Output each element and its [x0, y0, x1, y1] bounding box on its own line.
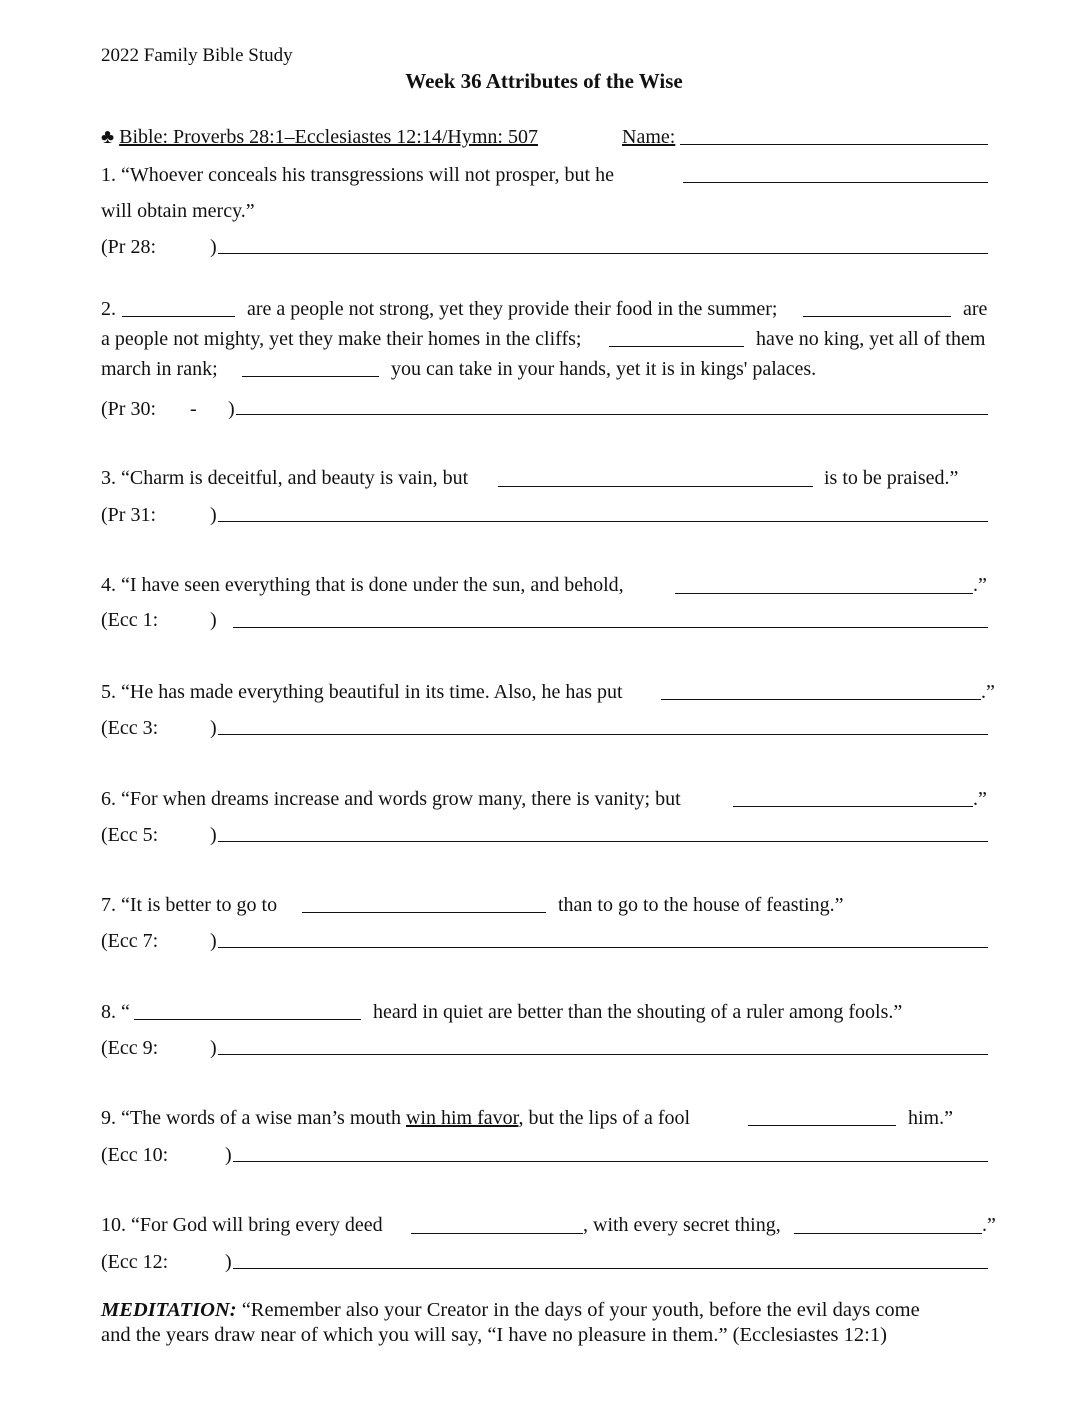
question-5-text-b: .”: [981, 681, 995, 703]
answer-blank-7[interactable]: [302, 912, 546, 913]
answer-blank-6[interactable]: [733, 806, 973, 807]
reference-close-3: ): [210, 504, 217, 526]
reference-blank-2[interactable]: [236, 414, 988, 415]
reference-label-9: (Ecc 10:: [101, 1144, 169, 1166]
reference-blank-1[interactable]: [218, 253, 988, 254]
question-2-number: 2.: [101, 298, 116, 320]
question-3-text-b: is to be praised.”: [824, 467, 959, 489]
question-6-text-b: .”: [973, 788, 987, 810]
question-2-text-e: march in rank;: [101, 358, 218, 380]
question-2-text-f: you can take in your hands, yet it is in kings' palaces.: [391, 358, 817, 380]
answer-blank-9[interactable]: [748, 1125, 896, 1126]
answer-blank-2c[interactable]: [609, 346, 744, 347]
question-6-text-a: 6. “For when dreams increase and words grow many, there is vanity; but: [101, 788, 681, 810]
reference-close-6: ): [210, 824, 217, 846]
club-icon: ♣: [101, 126, 115, 148]
page-title: Week 36 Attributes of the Wise: [405, 69, 683, 93]
reference-close-7: ): [210, 930, 217, 952]
question-2-text-c: a people not mighty, yet they make their homes in the cliffs;: [101, 328, 582, 350]
question-4-text-b: .”: [973, 574, 987, 596]
name-field[interactable]: [680, 144, 988, 145]
reference-blank-9[interactable]: [233, 1161, 988, 1162]
question-9-text: [101, 1106, 690, 1130]
question-9-underlined: win him favor: [405, 1107, 519, 1129]
question-9-text-a: 9. “The words of a wise man’s mouth: [101, 1107, 406, 1129]
reference-blank-4[interactable]: [233, 627, 988, 628]
question-3-text-a: 3. “Charm is deceitful, and beauty is vain, but: [101, 467, 469, 489]
answer-blank-1[interactable]: [683, 182, 988, 183]
reference-label-8: (Ecc 9:: [101, 1037, 159, 1059]
reference-label-3: (Pr 31:: [101, 504, 156, 526]
reference-label-7: (Ecc 7:: [101, 930, 159, 952]
reference-label-5: (Ecc 3:: [101, 717, 159, 739]
reference-close-8: ): [210, 1037, 217, 1059]
question-9-text-c: him.”: [908, 1107, 953, 1129]
question-7-text-a: 7. “It is better to go to: [101, 894, 278, 916]
answer-blank-3[interactable]: [498, 486, 813, 487]
answer-blank-8[interactable]: [134, 1019, 361, 1020]
reference-label-4: (Ecc 1:: [101, 609, 159, 631]
reference-label-2: (Pr 30:: [101, 398, 156, 420]
answer-blank-2d[interactable]: [242, 376, 379, 377]
reference-close-4: ): [210, 609, 217, 631]
question-2-text-b: are: [963, 298, 988, 320]
reference-close-2: ): [228, 398, 235, 420]
question-10-text-b: , with every secret thing,: [583, 1214, 781, 1236]
reference-blank-7[interactable]: [218, 947, 988, 948]
meditation-label: MEDITATION:: [101, 1299, 237, 1321]
question-2-text-d: have no king, yet all of them: [756, 328, 986, 350]
question-8-text-b: heard in quiet are better than the shouting of a ruler among fools.”: [373, 1001, 903, 1023]
reference-close-9: ): [225, 1144, 232, 1166]
question-10-text-c: .”: [982, 1214, 996, 1236]
reference-label-10: (Ecc 12:: [101, 1251, 169, 1273]
answer-blank-2b[interactable]: [803, 316, 951, 317]
reading-text: Bible: Proverbs 28:1–Ecclesiastes 12:14/Hymn: 507: [119, 126, 538, 148]
reference-close-5: ): [210, 717, 217, 739]
answer-blank-10b[interactable]: [794, 1233, 982, 1234]
meditation-line-2: and the years draw near of which you will say, “I have no pleasure in them.” (Ecclesiastes 12:1): [101, 1324, 887, 1346]
meditation-text-1: “Remember also your Creator in the days of your youth, before the evil days come: [236, 1299, 920, 1321]
question-8-text-a: 8. “: [101, 1001, 130, 1023]
reference-blank-10[interactable]: [233, 1268, 988, 1269]
reference-blank-8[interactable]: [218, 1054, 988, 1055]
name-label: Name:: [622, 126, 676, 148]
question-5-text-a: 5. “He has made everything beautiful in its time. Also, he has put: [101, 681, 623, 703]
reading-info: [101, 125, 538, 149]
question-9-text-b: , but the lips of a fool: [518, 1107, 691, 1129]
question-10-text-a: 10. “For God will bring every deed: [101, 1214, 383, 1236]
reference-dash-2: -: [190, 398, 197, 420]
reference-blank-6[interactable]: [218, 841, 988, 842]
answer-blank-5[interactable]: [661, 699, 981, 700]
answer-blank-10a[interactable]: [411, 1233, 583, 1234]
reference-close-10: ): [225, 1251, 232, 1273]
reference-close-1: ): [210, 236, 217, 258]
answer-blank-4[interactable]: [675, 593, 973, 594]
reference-blank-5[interactable]: [218, 734, 988, 735]
reference-label-1: (Pr 28:: [101, 236, 156, 258]
reference-label-6: (Ecc 5:: [101, 824, 159, 846]
question-2-text-a: are a people not strong, yet they provide their food in the summer;: [247, 298, 778, 320]
question-4-text-a: 4. “I have seen everything that is done under the sun, and behold,: [101, 574, 624, 596]
question-1-text: 1. “Whoever conceals his transgressions will not prosper, but he: [101, 164, 614, 186]
question-1-text-2: will obtain mercy.”: [101, 200, 255, 222]
reference-blank-3[interactable]: [218, 521, 988, 522]
question-7-text-b: than to go to the house of feasting.”: [558, 894, 844, 916]
meditation-line-1: [101, 1297, 920, 1323]
answer-blank-2a[interactable]: [122, 316, 235, 317]
study-header: 2022 Family Bible Study: [101, 45, 293, 66]
